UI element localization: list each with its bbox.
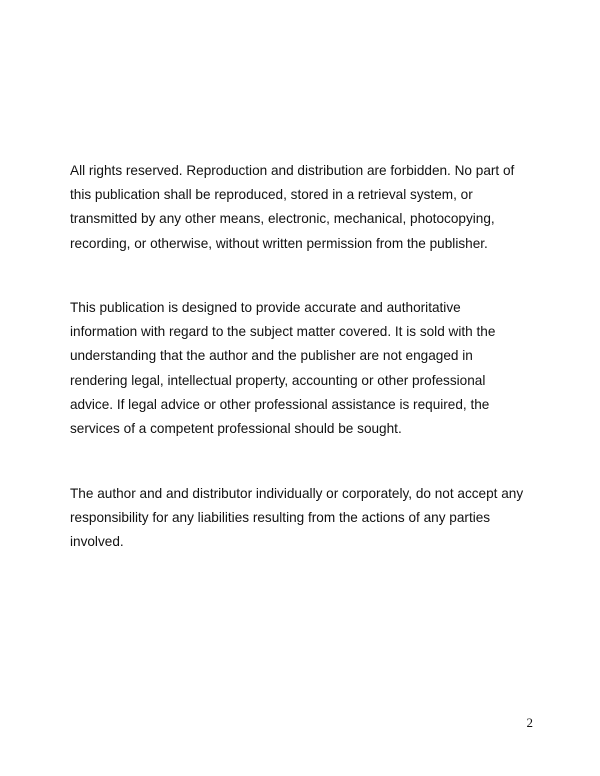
liability-paragraph bbox=[70, 482, 523, 555]
paragraph-line: All rights reserved. Reproduction and distribution are forbidden. No part of bbox=[70, 163, 515, 178]
paragraph-line: responsibility for any liabilities resulting from the actions of any parties bbox=[70, 510, 491, 526]
paragraph-line: This publication is designed to provide accurate and authoritative bbox=[70, 300, 461, 315]
paragraph-line: advice. If legal advice or other professional assistance is required, the bbox=[70, 396, 490, 412]
paragraph-line: transmitted by any other means, electronic, mechanical, photocopying, bbox=[70, 211, 495, 227]
paragraph-line: The author and and distributor individually or corporately, do not accept any bbox=[70, 486, 524, 501]
page-number: 2 bbox=[526, 715, 533, 730]
paragraph-line: recording, or otherwise, without written permission from the publisher. bbox=[70, 235, 488, 251]
paragraph-line: understanding that the author and the publisher are not engaged in bbox=[70, 348, 473, 364]
rights-reserved-paragraph bbox=[70, 159, 514, 256]
paragraph-line: this publication shall be reproduced, stored in a retrieval system, or bbox=[70, 187, 473, 203]
paragraph-line: information with regard to the subject matter covered. It is sold with the bbox=[70, 324, 496, 340]
paragraph-line: rendering legal, intellectual property, accounting or other professional bbox=[70, 372, 486, 388]
disclaimer-paragraph bbox=[70, 296, 495, 441]
paragraph-line: services of a competent professional should be sought. bbox=[70, 420, 402, 436]
paragraph-line: involved. bbox=[70, 534, 124, 550]
